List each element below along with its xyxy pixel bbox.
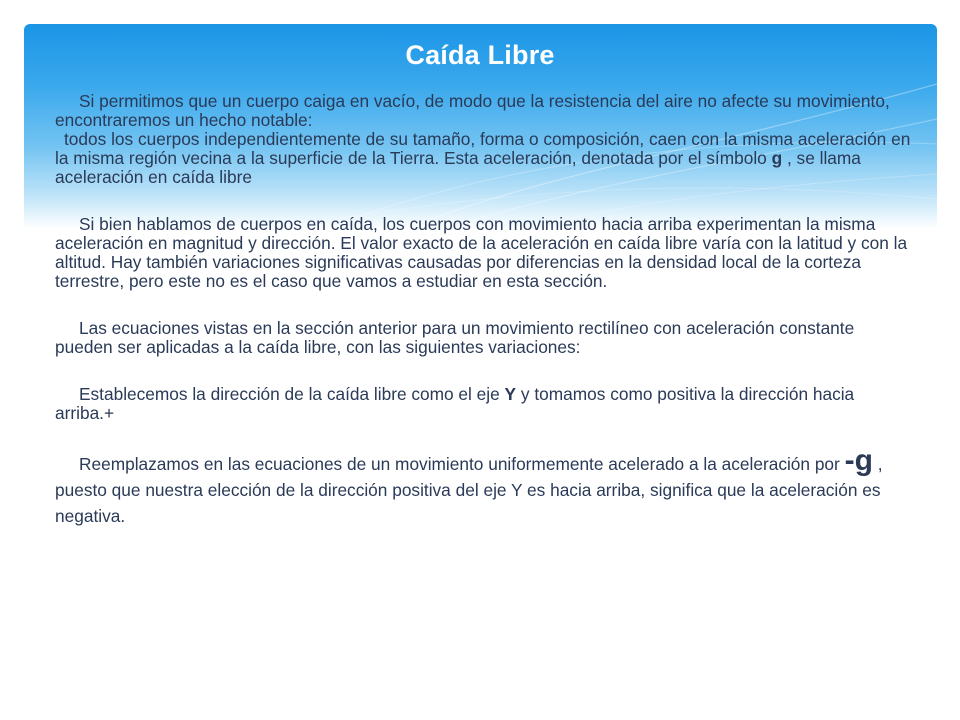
- paragraph-all-bodies: [55, 130, 915, 187]
- paragraph-equations: Las ecuaciones vistas en la sección anterior para un movimiento rectilíneo con aceleración constante pueden ser aplicadas a la caída libre, con las siguientes variaciones:: [55, 318, 855, 357]
- paragraph-all-bodies-end: , se llama aceleración en caída libre: [55, 148, 861, 187]
- paragraph-direction-end: y tomamos como positiva la dirección hacia arriba.+: [55, 384, 855, 423]
- paragraph-upward-motion: Si bien hablamos de cuerpos en caída, los cuerpos con movimiento hacia arriba experimentan la misma aceleración en magnitud y dirección. El valor exacto de la aceleración en caída libre varía con la latitud y con la altitud. Hay también variaciones significativas causadas por diferencias en la densidad local de la corteza terrestre, pero este no es el caso que vamos a estudiar en esta sección.: [55, 214, 908, 291]
- paragraph-replace-end: , puesto que nuestra elección de la dirección positiva del eje Y es hacia arriba, significa que la aceleración es negativa.: [55, 454, 883, 526]
- slide-title: Caída Libre: [405, 40, 555, 70]
- paragraph-direction-text: Establecemos la dirección de la caída libre como el eje: [79, 384, 505, 404]
- symbol-y-axis: Y: [504, 384, 517, 404]
- symbol-g: g: [771, 148, 783, 168]
- paragraph-intro: Si permitimos que un cuerpo caiga en vacío, de modo que la resistencia del aire no afecte su movimiento, encontraremos un hecho notable:: [55, 91, 890, 130]
- paragraph-replace-text: Reemplazamos en las ecuaciones de un movimiento uniformemente acelerado a la aceleración por: [79, 454, 845, 474]
- paragraph-all-bodies-text: todos los cuerpos independientemente de su tamaño, forma o composición, caen con la misma aceleración en la misma región vecina a la superficie de la Tierra. Esta aceleración, denotada por el símbolo: [55, 129, 911, 168]
- paragraph-direction: [55, 385, 915, 423]
- paragraph-replace: [55, 444, 915, 529]
- symbol-minus-g: -g: [844, 444, 873, 477]
- slide-body: [55, 92, 915, 529]
